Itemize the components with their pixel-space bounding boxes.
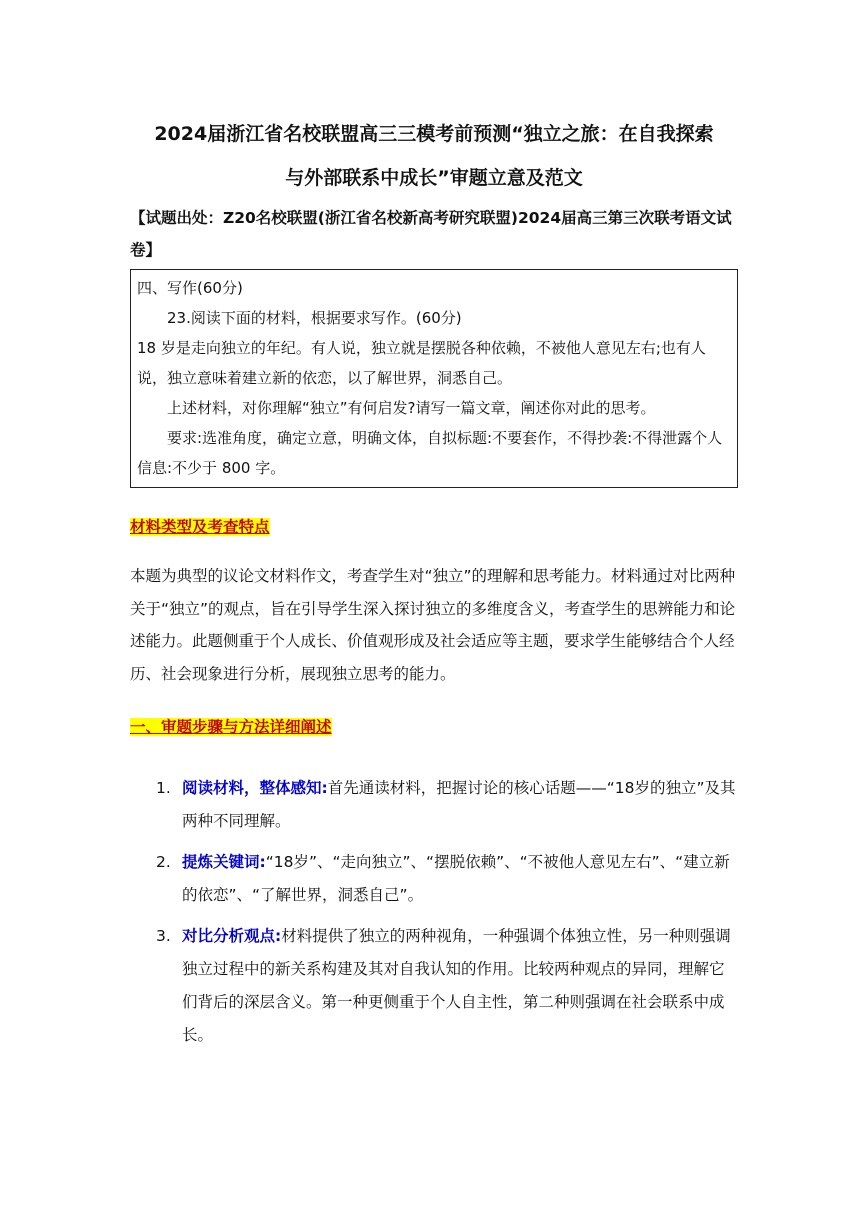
- question-requirements: 要求:选准角度，确定立意，明确文体，自拟标题:不要套作，不得抄袭:不得泄露个人信息:不少于 800 字。: [137, 429, 723, 477]
- question-material: 18 岁是走向独立的年纪。有人说，独立就是摆脱各种依赖，不被他人意见左右;也有人说，独立意味着建立新的依恋，以了解世界，洞悉自己。: [137, 339, 706, 387]
- step-list: [130, 772, 738, 1052]
- section-2-heading-wrap: [130, 712, 738, 742]
- question-section: 四、写作(60分): [137, 279, 243, 297]
- step-number: 1.: [156, 779, 171, 797]
- step-text: “18岁”、“走向独立”、“摆脱依赖”、“不被他人意见左右”、“建立新的依恋”、“了解世界，洞悉自己”。: [182, 853, 730, 904]
- question-box: [130, 269, 738, 488]
- question-instruction: 23.阅读下面的材料，根据要求写作。(60分): [167, 309, 462, 327]
- list-item: [130, 846, 738, 912]
- question-source: 【试题出处：Z20名校联盟(浙江省名校新高考研究联盟)2024届高三第三次联考语文试卷】: [130, 209, 732, 259]
- title-line-2: 与外部联系中成长”审题立意及范文: [285, 167, 583, 189]
- document-title: [130, 0, 738, 200]
- section-1-heading: 材料类型及考查特点: [130, 518, 270, 536]
- section-2-heading: 一、审题步骤与方法详细阐述: [130, 718, 332, 736]
- step-number: 3.: [156, 927, 171, 945]
- list-item: [130, 920, 738, 1052]
- step-keyword: 对比分析观点:: [182, 927, 282, 945]
- step-text: 材料提供了独立的两种视角，一种强调个体独立性，另一种则强调独立过程中的新关系构建及其对自我认知的作用。比较两种观点的异同，理解它们背后的深层含义。第一种更侧重于个人自主性，第二种则强调在社会联系中成长。: [182, 927, 731, 1044]
- step-number: 2.: [156, 853, 171, 871]
- list-item: [130, 772, 738, 838]
- step-keyword: 阅读材料，整体感知:: [182, 779, 328, 797]
- section-1-paragraph: 本题为典型的议论文材料作文，考查学生对“独立”的理解和思考能力。材料通过对比两种关于“独立”的观点，旨在引导学生深入探讨独立的多维度含义，考查学生的思辨能力和论述能力。此题侧重于个人成长、价值观形成及社会适应等主题，要求学生能够结合个人经历、社会现象进行分析，展现独立思考的能力。: [130, 567, 736, 683]
- question-prompt: 上述材料，对你理解“独立”有何启发?请写一篇文章，阐述你对此的思考。: [167, 399, 656, 417]
- title-line-1: 2024届浙江省名校联盟高三三模考前预测“独立之旅：在自我探索: [154, 123, 714, 145]
- section-1-heading-wrap: [130, 512, 738, 542]
- step-text: 首先通读材料，把握讨论的核心话题——“18岁的独立”及其两种不同理解。: [182, 779, 736, 830]
- step-keyword: 提炼关键词:: [182, 853, 266, 871]
